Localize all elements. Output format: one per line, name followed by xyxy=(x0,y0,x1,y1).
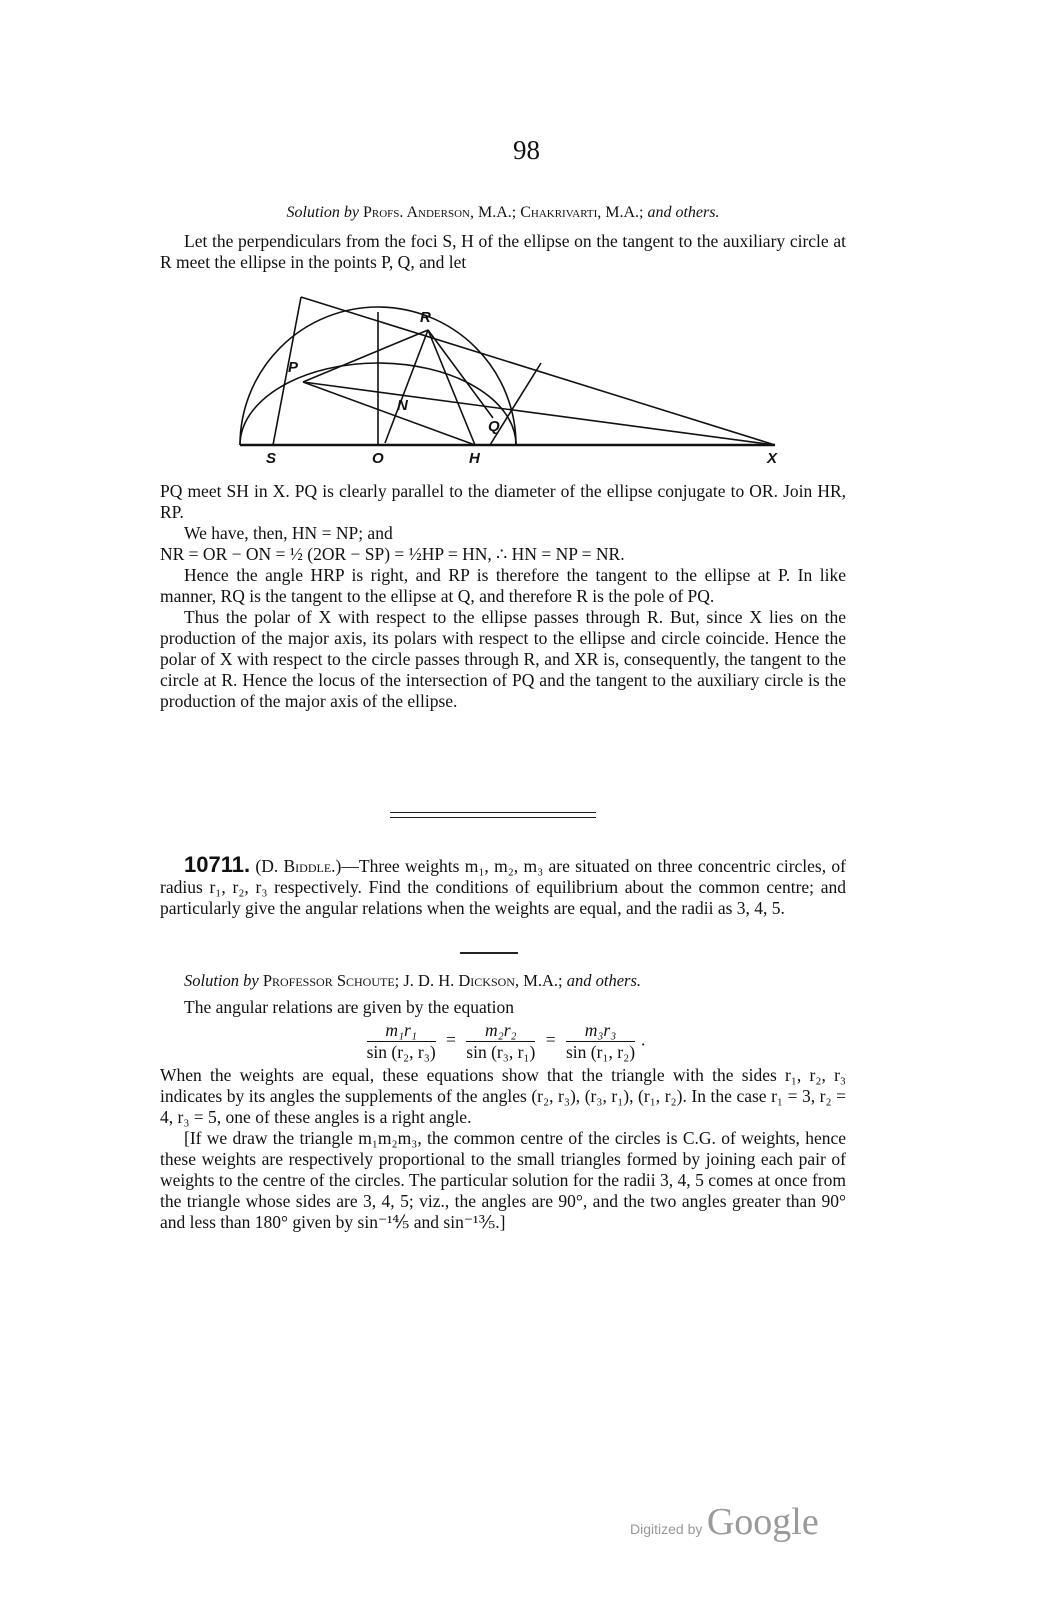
fraction-3 xyxy=(566,1020,635,1063)
denominator: sin (r₁, r₂) xyxy=(565,1042,636,1062)
label-o: O xyxy=(372,450,384,467)
ellipse-diagram xyxy=(0,0,1053,480)
fraction-2 xyxy=(466,1020,535,1063)
numerator: m₁r₁ xyxy=(367,1020,436,1042)
equation xyxy=(160,1020,846,1063)
solution-1-para-5: Hence the angle HRP is right, and RP is therefore the tangent to the ellipse at P. In like manner, RQ is the tangent to the ellipse at Q, and therefore R is the pole of PQ. xyxy=(160,565,846,606)
solution-1-para-6: Thus the polar of X with respect to the ellipse passes through R. But, since X lies on the production of the major axis, its polars with respect to the ellipse and circle coincide. Hence the polar of X with respect to the circle passes through R, and XR is, consequently, the tangent to the circle at R. Hence the locus of the intersection of PQ and the tangent to the auxiliary circle is the production of the major axis of the ellipse. xyxy=(160,607,846,711)
solution-1-body xyxy=(160,481,846,712)
denominator: sin (r₃, r₁) xyxy=(466,1042,536,1062)
problem-author: (D. Biddle.) xyxy=(255,856,342,876)
fraction-1 xyxy=(367,1020,436,1063)
solution-2 xyxy=(160,970,846,1233)
equals: = xyxy=(446,1029,456,1050)
problem-text: —Three weights m₁, m₂, m₃ are situated on three concentric circles, of radius r₁, r₂, r₃ respectively. Find the conditions of equilibrium about the common centre; and particularly give the angular relations when the weights are equal, and the radii as 3, 4, 5. xyxy=(160,856,846,918)
solution-1-para-2: PQ meet SH in X. PQ is clearly parallel to the diameter of the ellipse conjugate to OR. Join HR, RP. xyxy=(160,481,846,522)
heading-prefix: Solution by xyxy=(286,204,359,221)
heading-suffix: and others. xyxy=(647,204,720,221)
label-x: X xyxy=(767,450,778,467)
solution-2-para-1: The angular relations are given by the equation xyxy=(184,997,514,1017)
period: . xyxy=(641,1029,646,1050)
heading-names: Profs. Anderson, M.A.; Chakrivarti, M.A.; xyxy=(362,204,644,221)
digitized-by-text: Digitized by xyxy=(630,1521,703,1537)
google-watermark xyxy=(630,1500,819,1544)
numerator: m₂r₂ xyxy=(466,1020,535,1042)
label-r: R xyxy=(420,309,431,326)
section-divider xyxy=(390,817,596,818)
equals: = xyxy=(545,1029,556,1050)
label-n: N xyxy=(397,397,408,414)
label-p: P xyxy=(288,359,299,376)
heading-names: Professor Schoute; J. D. H. Dickson, M.A.; xyxy=(262,971,563,990)
denominator: sin (r₂, r₃) xyxy=(366,1042,436,1062)
solution-2-heading xyxy=(160,970,846,991)
solution-1-para-3: We have, then, HN = NP; and xyxy=(184,523,393,543)
solution-1-para-4: NR = OR − ON = ½ (2OR − SP) = ½HP = HN, ∴ HN = NP = NR. xyxy=(160,544,625,564)
google-logo: Google xyxy=(706,1501,819,1543)
short-divider xyxy=(460,952,518,954)
heading-suffix: and others. xyxy=(566,971,642,990)
label-q: Q xyxy=(488,418,500,435)
solution-1-para-1: Let the perpendiculars from the foci S, H of the ellipse on the tangent to the auxiliary circle at R meet the ellipse in the points P, Q, and let xyxy=(160,231,846,272)
numerator: m₃r₃ xyxy=(566,1020,635,1042)
problem-10711 xyxy=(160,854,846,919)
label-h: H xyxy=(469,450,480,467)
section-divider xyxy=(390,812,596,813)
page-number: 98 xyxy=(513,135,540,165)
tangent-line xyxy=(301,297,775,445)
solution-2-para-2: When the weights are equal, these equations show that the triangle with the sides r₁, r₂, r₃ indicates by its angles the supplements of the angles (r₂, r₃), (r₃, r₁), (r₁, r₂). In the case r₁ = 3, r₂ = 4, r₃ = 5, one of these angles is a right angle. xyxy=(160,1065,846,1127)
solution-2-para-3: [If we draw the triangle m₁m₂m₃, the common centre of the circles is C.G. of weights, hence these weights are respectively proportional to the small triangles formed by joining each pair of weights to the centre of the circles. The particular solution for the radii 3, 4, 5 comes at once from the triangle whose sides are 3, 4, 5; viz., the angles are 90°, and the two angles greater than 90° and less than 180° given by sin⁻¹⅘ and sin⁻¹⅗.] xyxy=(160,1128,846,1232)
problem-number: 10711. xyxy=(184,852,251,877)
label-s: S xyxy=(266,450,277,467)
heading-prefix: Solution by xyxy=(184,971,259,990)
